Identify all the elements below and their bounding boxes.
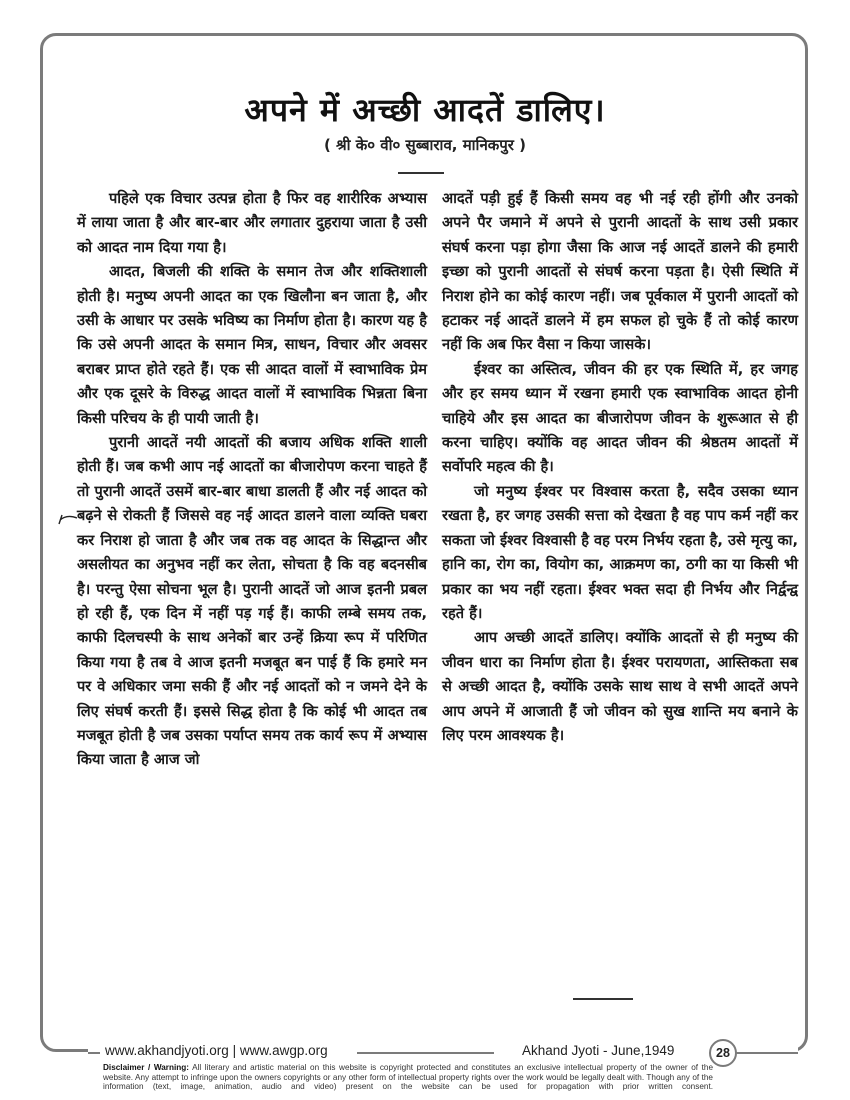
paragraph: पहिले एक विचार उत्पन्न होता है फिर वह शारीरिक अभ्यास में लाया जाता है और बार-बार और लगातार दुहराया जाता है उसी को आदत नाम दिया गया है। [77, 190, 427, 256]
paragraph: ईश्वर का अस्तित्व, जीवन की हर एक स्थिति में, हर जगह और हर समय ध्यान में रखना हमारी एक स्वाभाविक आदत होनी चाहिये और इस आदत का बीजारोपण जीवन के शुरूआत से ही करना चाहिए। क्योंकि वह आदत जीवन की श्रेष्ठतम आदतों में सर्वोपरि महत्व की है। [442, 360, 798, 476]
right-column [442, 187, 798, 748]
pen-mark-icon [57, 512, 79, 526]
title-divider [398, 172, 444, 174]
paragraph: आदतें पड़ी हुई हैं किसी समय वह भी नई रही होंगी और उनको अपने पैर जमाने में अपने से पुरानी आदतों के साथ उसी प्रकार संघर्ष करना पड़ा होगा जैसा कि आज नई आदतें डालने की हमारी इच्छा को पुरानी आदतों से संघर्ष करना पड़ता है। ऐसी स्थिति में निराश होने का कोई कारण नहीं। जब पूर्वकाल में पुरानी आदतों को हटाकर नई आदतें डालने में हम सफल हो चुके हैं तो कोई कारण नहीं कि अब फिर वैसा न किया जासके। [442, 190, 798, 354]
paragraph: जो मनुष्य ईश्वर पर विश्वास करता है, सदैव उसका ध्यान रखता है, हर जगह उसकी सत्ता को देखता है वह पाप कर्म नहीं कर सकता जो ईश्वर विश्वासी है वह परम निर्भय रहता है, उसे मृत्यु का, हानि का, रोग का, वियोग का, आक्रमण का, ठगी का या किसी भी प्रकार का भय नहीं रहता। ईश्वर भक्त सदा ही निर्भय और निर्द्वन्द्व रहते हैं। [442, 482, 798, 622]
article-byline: ( श्री के० वी० सुब्बाराव, मानिकपुर ) [323, 136, 527, 154]
paragraph: पुरानी आदतें नयी आदतों की बजाय अधिक शक्ति शाली होती हैं। जब कभी आप नई आदतों का बीजारोपण करना चाहते हैं तो पुरानी आदतें उसमें बार-बार बाधा डालती हैं और नई आदत को बढ़ने से रोकती हैं जिससे वह नई आदत डालने वाला व्यक्ति घबरा कर निराश हो जाता है और जब तक वह आदत के सिद्धान्त और असलीयत का अनुभव नहीं कर लेता, सोचता है कि वह बदनसीब है। परन्तु ऐसा सोचना भूल है। पुरानी आदतें जो आज इतनी प्रबल हो रही हैं, एक दिन में नहीं पड़ गई हैं। काफी लम्बे समय तक, काफी दिलचस्पी के साथ अनेकों बार उन्हें क्रिया रूप में परिणित किया गया है तब वे आज इतनी मजबूत बन पाई हैं कि हमारे मन पर वे अधिकार जमा सकी हैं और नई आदतों को न जमने देने के लिए संघर्ष करती हैं। इससे सिद्ध होता है कि कोई भी आदत तब मजबूत होती है जब उसका पर्याप्त समय तक कार्य रूप में अभ्यास किया जाता है आज जो [77, 434, 427, 769]
disclaimer-label: Disclaimer / Warning: [103, 1063, 189, 1072]
footer-rule [357, 1052, 494, 1054]
footer-magazine-issue: Akhand Jyoti - June,1949 [522, 1043, 675, 1058]
left-column [77, 187, 427, 773]
paragraph: आदत, बिजली की शक्ति के समान तेज और शक्तिशाली होती है। मनुष्य अपनी आदत का एक खिलौना बन जाता है, और उसी के आधार पर उसके भविष्य का निर्माण होता है। कारण यह है कि उसे अपनी आदत के समान मित्र, साधन, विचार और अवसर बराबर प्राप्त होते रहते हैं। एक सी आदत वालों में स्वाभाविक प्रेम और एक दूसरे के विरुद्ध आदत वालों में स्वाभाविक भिन्नता बिना किसी परिचय के ही पायी जाती है। [77, 263, 427, 427]
footer-rule [88, 1052, 100, 1054]
article-title: अपने में अच्छी आदतें डालिए। [244, 91, 606, 129]
article-end-divider [573, 998, 633, 1000]
disclaimer-text: All literary and artistic material on this website is copyright protected and constitutes an exclusive intellectual property of the owner of the website. Any attempt to infringe upon the owners copyrights or any other form of intellectual property rights over the work would be legally dealt with. Though any of the information (text, image, animation, audio and video) present on the website can be used for propagation with prior written consent. [103, 1063, 713, 1092]
paragraph: आप अच्छी आदतें डालिए। क्योंकि आदतों से ही मनुष्य की जीवन धारा का निर्माण होता है। ईश्वर परायणता, आस्तिकता सब से अच्छी आदत है, क्योंकि उसके साथ साथ वे सभी आदतें अपने आप अपने में आजाती हैं जो जीवन को सुख शान्ति मय बनाने के लिए परम आवश्यक है। [442, 629, 798, 744]
page-number-badge: 28 [709, 1039, 737, 1067]
disclaimer [103, 1063, 713, 1092]
footer-rule [736, 1052, 798, 1054]
footer-website-links[interactable]: www.akhandjyoti.org | www.awgp.org [105, 1043, 328, 1058]
